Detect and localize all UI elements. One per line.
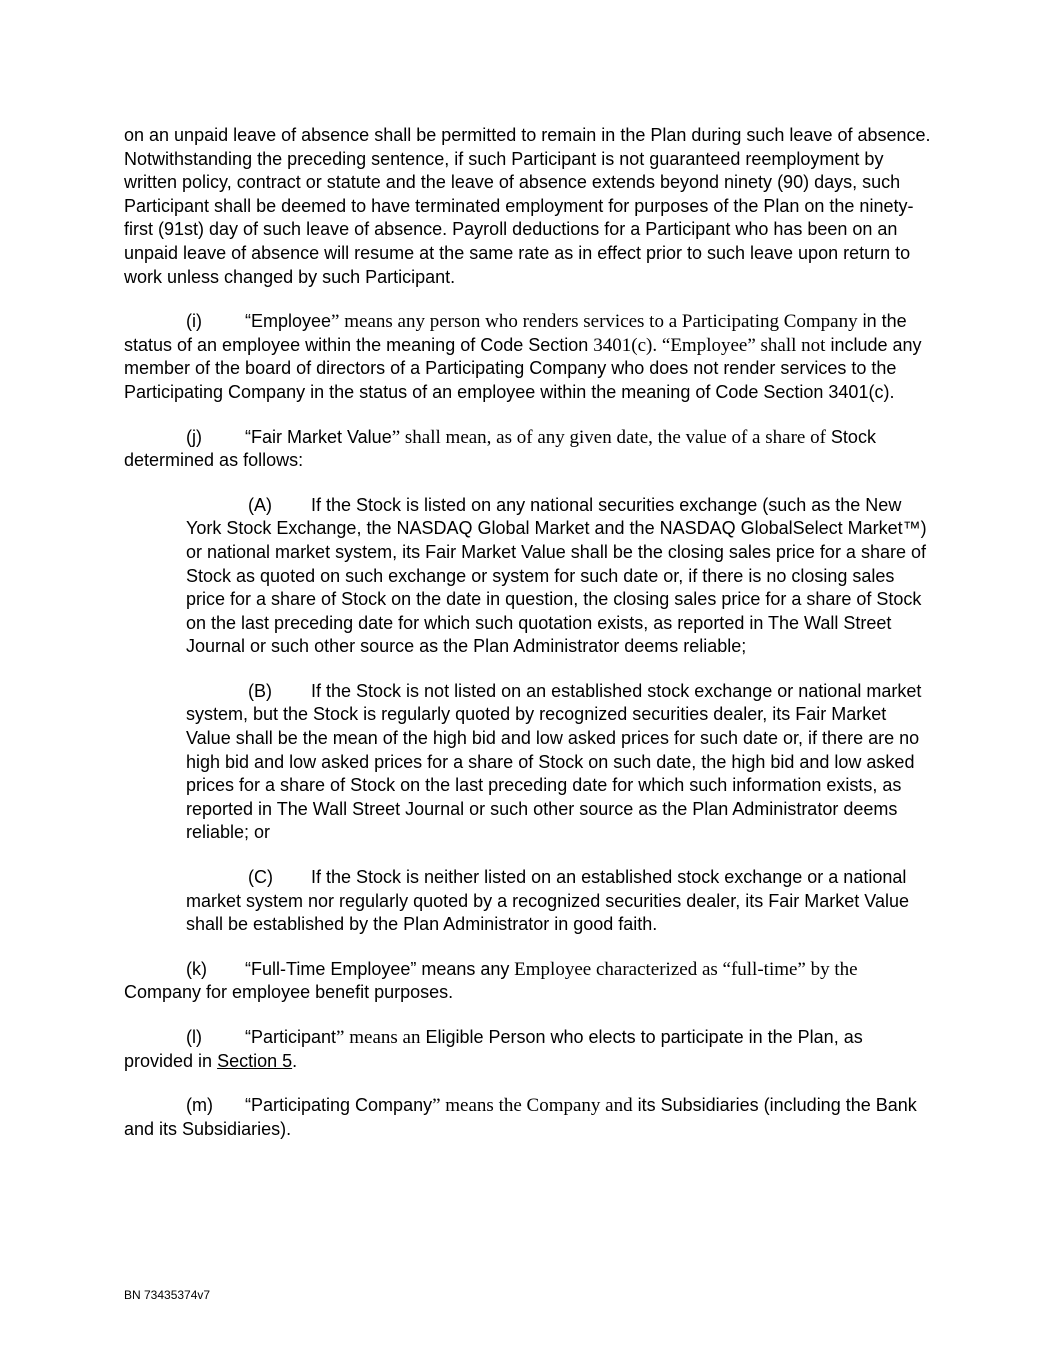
definition-fair-market-value: (j) “Fair Market Value” shall mean, as of any given date, the value of a share of Stock determined as follows:: [124, 426, 876, 471]
intro-paragraph: on an unpaid leave of absence shall be permitted to remain in the Plan during such leave of absence. Notwithstanding the preceding sentence, if such Participant is not guaranteed reemployment by written policy, contract or statute and the leave of absence extends beyond ninety (90) days, such Participant shall be deemed to have terminated employment for purposes of the Plan on the ninety-first (91st) day of such leave of absence. Payroll deductions for a Participant who has been on an unpaid leave of absence will resume at the same rate as in effect prior to such leave upon return to work unless changed by such Participant.: [124, 125, 931, 287]
subsection-a: (A) If the Stock is listed on any national securities exchange (such as the New York Stock Exchange, the NASDAQ Global Market and the NASDAQ GlobalSelect Market™) or national market system, its Fair Market Value shall be the closing sales price for a share of Stock as quoted on such exchange or system for such date or, if there is no closing sales price for a share of Stock on the date in question, the closing sales price for a share of Stock on the last preceding date for which such quotation exists, as reported in The Wall Street Journal or such other source as the Plan Administrator deems reliable;: [186, 494, 927, 657]
definition-participating-company: (m) “Participating Company” means the Company and its Subsidiaries (including the Bank and its Subsidiaries).: [124, 1095, 917, 1139]
definition-label: (i): [186, 311, 202, 332]
definition-participant: (l) “Participant” means an Eligible Person who elects to participate in the Plan, as provided in Section 5.: [124, 1027, 863, 1071]
definition-employee: (i) “Employee” means any person who renders services to a Participating Company in the status of an employee within the meaning of Code Section 3401(c). “Employee” shall not include any member of the board of directors of a Participating Company who does not render services to the Participating Company in the status of an employee within the meaning of Code Section 3401(c).: [124, 311, 922, 402]
definition-term: “Participating Company: [245, 1095, 433, 1116]
definition-label: (k): [186, 958, 207, 979]
definition-term: “Employee: [245, 311, 332, 332]
document-footer-id: BN 73435374v7: [124, 1288, 211, 1302]
subsection-label: (C): [248, 867, 273, 888]
subsection-c: (C) If the Stock is neither listed on an established stock exchange or a national market system nor regularly quoted by a recognized securities dealer, its Fair Market Value shall be established by the Plan Administrator in good faith.: [186, 867, 909, 935]
definition-term: “Full-Time Employee: [245, 958, 411, 979]
section-5-link[interactable]: Section 5: [217, 1050, 293, 1071]
document-page: [124, 124, 934, 1162]
definition-label: (j): [186, 426, 202, 447]
definition-label: (l): [186, 1027, 202, 1047]
definition-label: (m): [186, 1095, 213, 1116]
definition-full-time-employee: (k) “Full-Time Employee” means any Employee characterized as “full-time” by the Company for employee benefit purposes.: [124, 958, 858, 1003]
subsection-label: (A): [248, 494, 272, 515]
definition-term: “Fair Market Value: [245, 426, 392, 447]
subsection-b: (B) If the Stock is not listed on an established stock exchange or national market system, but the Stock is regularly quoted by recognized securities dealer, its Fair Market Value shall be the mean of the high bid and low asked prices for such date or, if there are no high bid and low asked prices for a share of Stock on such date, the high bid and low asked prices for a share of Stock on the last preceding date for which such information exists, as reported in The Wall Street Journal or such other source as the Plan Administrator deems reliable; or: [186, 680, 922, 843]
subsection-label: (B): [248, 680, 272, 701]
definition-term: “Participant: [245, 1027, 337, 1047]
